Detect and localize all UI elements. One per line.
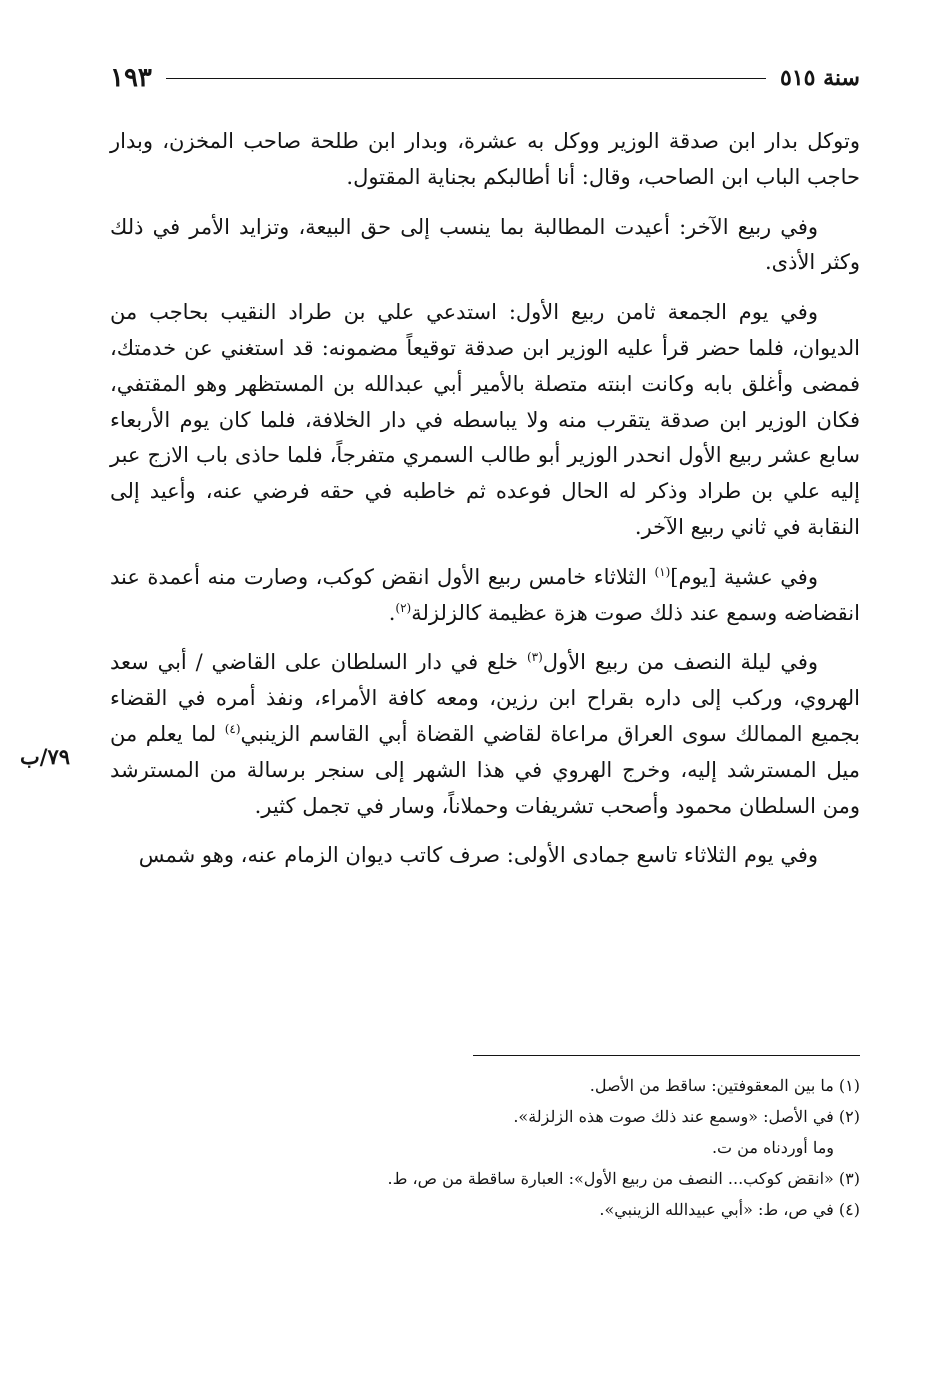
manuscript-folio-marker: ٧٩/ب xyxy=(20,744,71,769)
main-text xyxy=(110,124,860,888)
footnote-separator xyxy=(473,1055,860,1056)
paragraph-1: وتوكل بدار ابن صدقة الوزير ووكل به عشرة، وبدار ابن طلحة صاحب المخزن، وبدار حاجب الباب ابن الصاحب، وقال: أنا أطالبكم بجناية المقتول. xyxy=(110,129,860,189)
footnote-2-continuation: وما أوردناه من ت. xyxy=(711,1138,834,1157)
footnote-ref-1: (١) xyxy=(654,564,671,579)
footnote-3: (٣) «انقض كوكب... النصف من ربيع الأول»: العبارة ساقطة من ص، ط. xyxy=(387,1169,860,1188)
paragraph-5-text-middle: خلع في دار السلطان على القاضي / أبي سعد الهروي، وركب إلى داره بقراح ابن رزين، ومعه كافة الأمراء، ونفذ أمره في القضاء بجميع الممالك سوى العراق مراعاة لقاضي القضاة أبي القاسم الزينبي xyxy=(110,650,861,746)
footnote-4: (٤) في ص، ط: «أبي عبيدالله الزينبي». xyxy=(599,1200,860,1219)
paragraph-4-text-middle: الثلاثاء خامس ربيع الأول انقض كوكب، وصارت منه أعمدة عند انقضاضه وسمع عند ذلك صوت هزة عظيمة كالزلزلة xyxy=(110,564,860,625)
paragraph-3: وفي يوم الجمعة ثامن ربيع الأول: استدعي علي بن طراد النقيب بحاجب من الديوان، فلما حضر قرأ عليه الوزير ابن صدقة توقيعاً مضمونه: قد استغني عن خدمتك، فمضى وأغلق بابه وكانت ابنته متصلة بالأمير أبي عبدالله بن المستظهر وهو المقتفي، فكان الوزير ابن صدقة يتقرب منه ولا يباسطه في دار الخلافة، فلما كان يوم الأربعاء سابع عشر ربيع الأول انحدر الوزير أبو طالب السمري متفرجاً، فلما حاذى باب الازج عبر إليه علي بن طراد وذكر له الحال فوعده ثم خاطبه في حقه فرضي عنه، وأعيد إلى النقابة في ثاني ربيع الآخر. xyxy=(110,300,860,539)
running-head-year: سنة ٥١٥ xyxy=(780,65,860,91)
footnote-1: (١) ما بين المعقوفتين: ساقط من الأصل. xyxy=(589,1076,860,1095)
footnote-ref-3: (٣) xyxy=(526,650,543,665)
paragraph-5-text-end: لما يعلم من ميل المسترشد إليه، وخرج الهروي في هذا الشهر إلى سنجر برسالة من المسترشد ومن السلطان محمود وأصحب تشريفات وحملاناً، وسار في تجمل كثير. xyxy=(110,721,860,818)
footnote-ref-2: (٢) xyxy=(395,600,412,615)
header-rule xyxy=(166,78,766,79)
paragraph-6: وفي يوم الثلاثاء تاسع جمادى الأولى: صرف كاتب ديوان الزمام عنه، وهو شمس xyxy=(138,843,818,868)
paragraph-2: وفي ربيع الآخر: أعيدت المطالبة بما ينسب إلى حق البيعة، وتزايد الأمر في ذلك وكثر الأذى. xyxy=(110,214,860,275)
footnotes xyxy=(160,1070,860,1225)
page-header xyxy=(110,58,860,98)
paragraph-5 xyxy=(110,645,860,824)
paragraph-4 xyxy=(110,560,860,632)
footnote-ref-4: (٤) xyxy=(224,721,241,736)
paragraph-5-text-start: وفي ليلة النصف من ربيع الأول xyxy=(542,650,818,675)
paragraph-4-text-start: وفي عشية [يوم] xyxy=(670,564,818,589)
footnote-2: (٢) في الأصل: «وسمع عند ذلك صوت هذه الزلزلة». xyxy=(513,1107,860,1126)
paragraph-4-text-end: . xyxy=(388,600,396,625)
page-number: ١٩٣ xyxy=(110,63,152,93)
